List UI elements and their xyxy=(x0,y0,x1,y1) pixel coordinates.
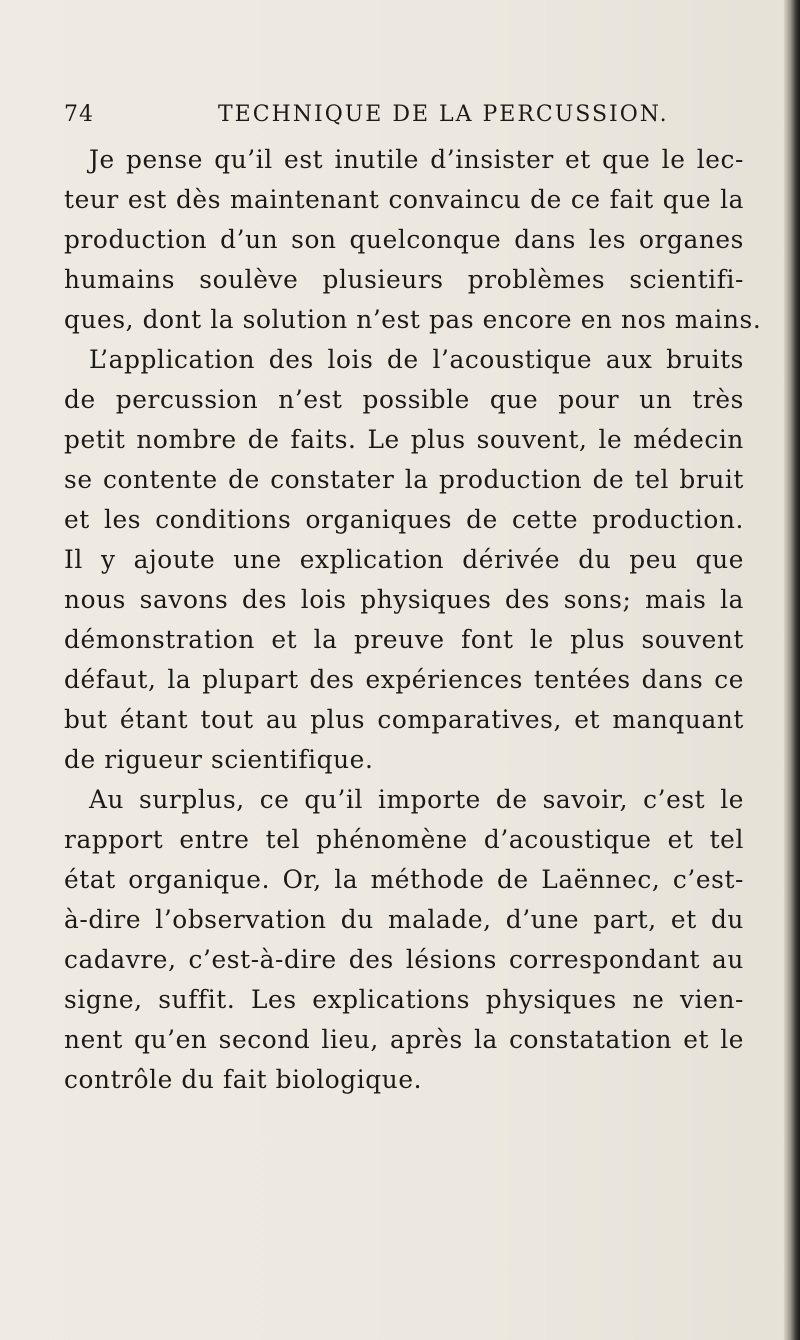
text-line: rapport entre tel phénomène d’acoustique et tel xyxy=(64,825,744,854)
text-line: état organique. Or, la méthode de Laënnec, c’est- xyxy=(64,865,744,894)
text-line: nent qu’en second lieu, après la constatation et le xyxy=(64,1025,744,1054)
text-line: humains soulève plusieurs problèmes scientifi- xyxy=(64,265,744,294)
text-line: à-dire l’observation du malade, d’une part, et du xyxy=(64,905,744,934)
page-edge-shadow xyxy=(784,0,800,1340)
text-line: Il y ajoute une explication dérivée du peu que xyxy=(64,545,744,574)
text-line: de percussion n’est possible que pour un très xyxy=(64,385,744,414)
text-line: Au surplus, ce qu’il importe de savoir, c’est le xyxy=(89,785,744,814)
text-line: signe, suffit. Les explications physiques ne vien- xyxy=(64,985,744,1014)
text-line: teur est dès maintenant convaincu de ce fait que la xyxy=(64,185,744,214)
body-text xyxy=(64,140,762,1100)
text-line: ques, dont la solution n’est pas encore en nos mains. xyxy=(64,305,762,334)
text-line: de rigueur scientifique. xyxy=(64,745,374,774)
text-line: L’application des lois de l’acoustique aux bruits xyxy=(89,345,744,374)
running-title: TECHNIQUE DE LA PERCUSSION. xyxy=(218,102,669,127)
text-line: nous savons des lois physiques des sons; mais la xyxy=(64,585,744,614)
text-line: Je pense qu’il est inutile d’insister et que le lec- xyxy=(89,145,744,174)
text-line: et les conditions organiques de cette production. xyxy=(64,505,744,534)
text-line: démonstration et la preuve font le plus souvent xyxy=(64,625,744,654)
text-line: cadavre, c’est-à-dire des lésions correspondant au xyxy=(64,945,744,974)
text-line: petit nombre de faits. Le plus souvent, le médecin xyxy=(64,425,744,454)
running-head xyxy=(64,96,744,136)
text-line: but étant tout au plus comparatives, et manquant xyxy=(64,705,744,734)
text-line: défaut, la plupart des expériences tentées dans ce xyxy=(64,665,744,694)
text-line: se contente de constater la production de tel bruit xyxy=(64,465,744,494)
text-line: contrôle du fait biologique. xyxy=(64,1065,423,1094)
page-number: 74 xyxy=(64,102,94,127)
text-line: production d’un son quelconque dans les organes xyxy=(64,225,744,254)
